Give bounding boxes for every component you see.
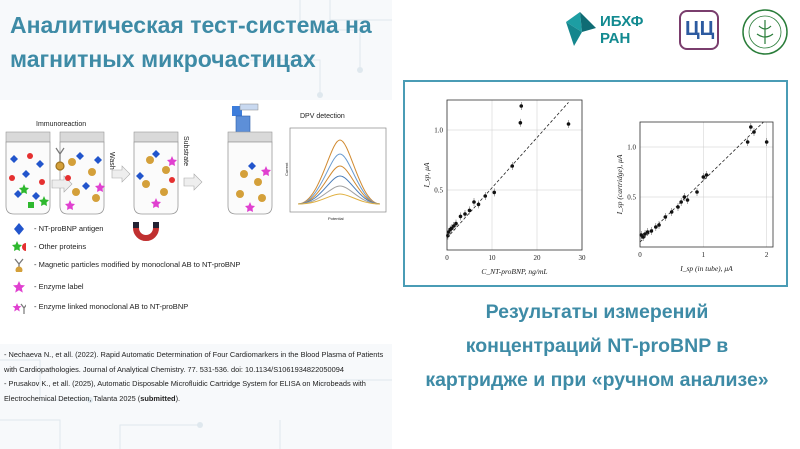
round-seal-logo — [741, 8, 789, 56]
slide-title: Аналитическая тест-система на магнитных микрочастицах — [10, 12, 372, 72]
data-point — [657, 223, 661, 227]
shapes-icon — [12, 240, 26, 254]
data-point — [676, 205, 680, 209]
data-point — [670, 210, 674, 214]
data-point — [695, 190, 699, 194]
reference-1: - Nechaeva N., et all. (2022). Rapid Automatic Determination of Four Cardiomarkers in the Blood Plasma of Patients with Cardiopathologies. Journal of Analytical Chemistry. 77. 531-536. doi: 10.1134/S1061934822050094 — [4, 350, 384, 374]
dpv-ylabel: Current — [284, 162, 289, 176]
data-point — [641, 235, 645, 239]
data-point — [683, 195, 687, 199]
ibch-logo-mark — [564, 10, 598, 48]
y-axis-label: I_sp, μA — [422, 162, 431, 188]
tsit-logo-text: ЦЦ — [685, 18, 715, 40]
legend-label: - NT-proBNP antigen — [34, 224, 104, 233]
references — [4, 348, 392, 406]
data-point — [746, 140, 750, 144]
data-point — [463, 212, 467, 216]
data-point — [446, 234, 450, 238]
data-point — [483, 194, 487, 198]
data-point — [752, 130, 756, 134]
data-point — [519, 104, 523, 108]
x-tick-label: 20 — [533, 254, 541, 262]
data-point — [650, 229, 654, 233]
plot-area — [640, 122, 773, 247]
legend-item-other-proteins — [12, 240, 292, 256]
slide-subtitle: Результаты измерений концентраций NT-proBNP в картридже и при «ручном анализе» — [425, 301, 769, 391]
x-axis-label: I_sp (in tube), μA — [680, 264, 733, 273]
legend-item-enzyme-label — [12, 280, 292, 296]
data-point — [454, 222, 458, 226]
data-point — [472, 200, 476, 204]
y-tick-label: 1.0 — [627, 143, 636, 152]
legend-item-magnetic-particles — [12, 258, 292, 274]
ibch-logo-line2: РАН — [600, 30, 631, 47]
data-point — [679, 200, 683, 204]
data-point — [510, 164, 514, 168]
left-panel — [0, 0, 392, 449]
reference-2-text: - Prusakov K., et all. (2025), Automatic Disposable Microfluidic Cartridge System for ELISA on Microbeads with Electrochemical Detection, Talanta 2025 ( — [4, 379, 366, 403]
data-point — [477, 203, 481, 207]
data-point — [749, 125, 753, 129]
x-tick-label: 0 — [445, 254, 449, 262]
plot-area — [447, 100, 582, 250]
data-point — [468, 209, 472, 213]
reference-2-status: submitted — [140, 393, 176, 403]
data-point — [654, 225, 658, 229]
magnetic-particle-icon — [12, 258, 26, 272]
x-tick-label: 30 — [578, 254, 586, 262]
diamond-icon — [12, 222, 26, 236]
right-panel — [392, 0, 800, 449]
assay-diagram — [0, 100, 392, 344]
data-point — [492, 191, 496, 195]
x-axis-label: C_NT-proBNP, ng/mL — [481, 267, 548, 276]
tsit-logo — [679, 10, 719, 50]
x-tick-label: 10 — [488, 254, 496, 262]
stage-label-substrate: Substrate — [182, 136, 189, 166]
data-point — [686, 198, 690, 202]
charts-frame — [403, 80, 788, 287]
dpv-xlabel: Potential — [328, 216, 344, 221]
data-point — [664, 215, 668, 219]
y-tick-label: 0.5 — [434, 186, 443, 195]
stage-label-wash: Wash — [108, 152, 115, 170]
legend-item-enzyme-ab — [12, 300, 292, 316]
data-point — [646, 230, 650, 234]
legend-label: - Other proteins — [34, 242, 87, 251]
reference-2-end: ). — [175, 393, 181, 403]
star-icon — [12, 280, 26, 294]
data-point — [567, 122, 571, 126]
tube-detection — [228, 104, 272, 214]
enzyme-antibody-icon — [12, 300, 26, 314]
y-axis-label: I_sp (cartridge), μA — [615, 154, 624, 215]
ibch-logo-line1: ИБХФ — [600, 13, 644, 30]
stage-label-immunoreaction: Immunoreaction — [36, 121, 87, 128]
data-point — [705, 173, 709, 177]
chart-concentration — [407, 82, 597, 285]
reference-2 — [4, 377, 392, 406]
data-point — [519, 121, 523, 125]
dpv-plot — [284, 128, 386, 221]
legend-label: - Enzyme linked monoclonal AB to NT-proBNP — [34, 302, 189, 311]
x-tick-label: 2 — [764, 251, 769, 259]
y-tick-label: 0.5 — [627, 193, 636, 202]
y-tick-label: 1.0 — [434, 126, 443, 135]
stage-label-dpv: DPV detection — [300, 113, 345, 120]
data-point — [702, 175, 706, 179]
legend-label: - Enzyme label — [34, 282, 84, 291]
data-point — [459, 215, 463, 219]
legend-label: - Magnetic particles modified by monoclonal AB to NT-proBNP — [34, 260, 241, 269]
chart-cartridge-vs-tube — [598, 82, 788, 285]
logos — [392, 0, 800, 60]
x-tick-label: 1 — [701, 251, 706, 259]
x-tick-label: 0 — [638, 251, 642, 259]
data-point — [765, 140, 769, 144]
tube-wash — [134, 132, 178, 214]
legend-item-antigen — [12, 222, 292, 238]
ibch-logo — [564, 10, 664, 50]
